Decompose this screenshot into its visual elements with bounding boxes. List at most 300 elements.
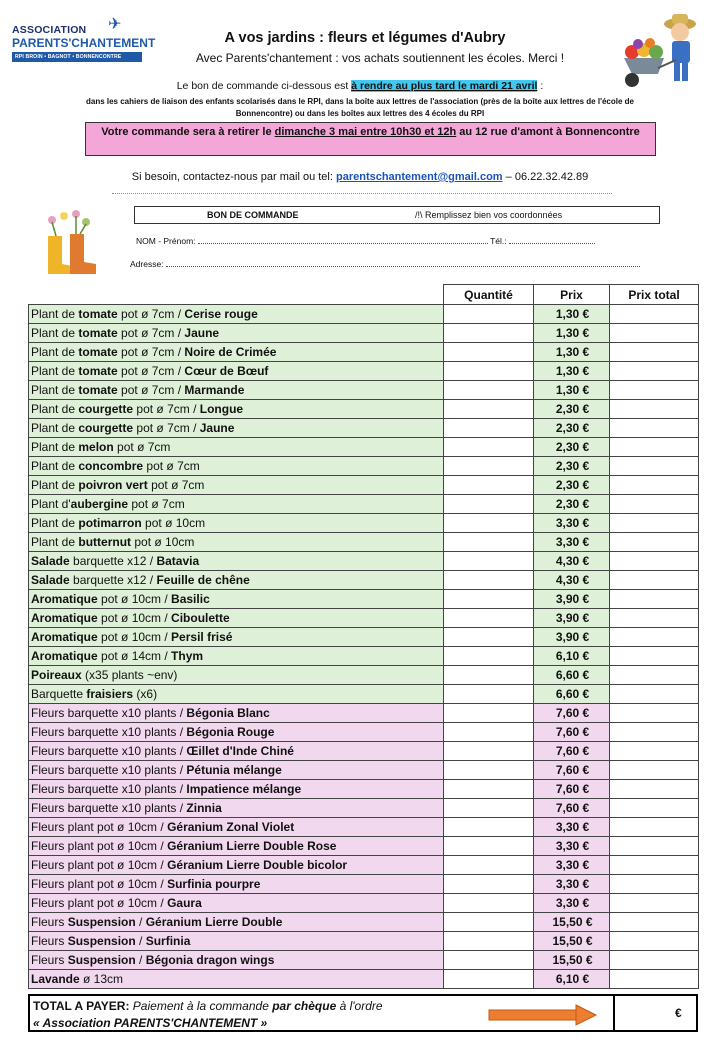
- total-price-cell[interactable]: [610, 780, 699, 799]
- address-field[interactable]: [166, 266, 640, 267]
- quantity-cell[interactable]: [444, 305, 534, 324]
- product-name-part: potimarron: [78, 515, 142, 530]
- product-name-part: aubergine: [70, 496, 129, 511]
- quantity-cell[interactable]: [444, 533, 534, 552]
- product-name-part: Zinnia: [186, 800, 222, 815]
- total-price-cell[interactable]: [610, 552, 699, 571]
- product-name: [29, 932, 444, 951]
- table-row: [29, 780, 699, 799]
- quantity-cell[interactable]: [444, 324, 534, 343]
- product-name: [29, 856, 444, 875]
- header-price: Prix: [534, 285, 610, 305]
- product-name: [29, 609, 444, 628]
- table-row: [29, 343, 699, 362]
- deadline-text: Le bon de commande ci-dessous est: [176, 80, 352, 92]
- product-name-part: /: [135, 952, 146, 967]
- quantity-cell[interactable]: [444, 780, 534, 799]
- quantity-cell[interactable]: [444, 818, 534, 837]
- table-row: [29, 799, 699, 818]
- table-row: [29, 837, 699, 856]
- table-row: [29, 362, 699, 381]
- header-blank: [29, 285, 444, 305]
- product-name-part: Fleurs barquette x10 plants /: [31, 743, 187, 758]
- table-row: [29, 609, 699, 628]
- product-name: [29, 837, 444, 856]
- association-logo: [12, 16, 162, 70]
- quantity-cell[interactable]: [444, 476, 534, 495]
- total-price-cell[interactable]: [610, 305, 699, 324]
- product-name-part: Plant de: [31, 363, 79, 378]
- table-row: [29, 590, 699, 609]
- contact-text: Si besoin, contactez-nous par mail ou tel:: [131, 171, 336, 183]
- price-cell: 7,60 €: [534, 723, 610, 742]
- total-price-cell[interactable]: [610, 324, 699, 343]
- price-cell: 15,50 €: [534, 932, 610, 951]
- product-name-part: poivron vert: [78, 477, 148, 492]
- table-row: [29, 894, 699, 913]
- paper-plane-icon: ✈: [108, 16, 122, 33]
- table-row: [29, 381, 699, 400]
- product-name: [29, 875, 444, 894]
- table-row: [29, 951, 699, 970]
- product-name-part: Aromatique: [31, 591, 98, 606]
- quantity-cell[interactable]: [444, 704, 534, 723]
- table-row: [29, 761, 699, 780]
- total-price-cell[interactable]: [610, 666, 699, 685]
- price-cell: 3,30 €: [534, 514, 610, 533]
- total-price-cell[interactable]: [610, 533, 699, 552]
- total-price-cell[interactable]: [610, 723, 699, 742]
- header-quantity: Quantité: [444, 285, 534, 305]
- product-name-part: Fleurs barquette x10 plants /: [31, 762, 187, 777]
- arrow-right-icon: [488, 1004, 598, 1026]
- quantity-cell[interactable]: [444, 590, 534, 609]
- product-name: [29, 647, 444, 666]
- price-cell: 1,30 €: [534, 381, 610, 400]
- product-name: [29, 305, 444, 324]
- total-price-cell[interactable]: [610, 362, 699, 381]
- product-name-part: courgette: [78, 420, 134, 435]
- product-name-part: Fleurs barquette x10 plants /: [31, 724, 187, 739]
- name-field[interactable]: [198, 243, 488, 244]
- product-name: [29, 780, 444, 799]
- name-label: NOM - Prénom:: [136, 236, 196, 246]
- table-row: [29, 571, 699, 590]
- product-name-part: Impatience mélange: [186, 781, 302, 796]
- quantity-cell[interactable]: [444, 837, 534, 856]
- product-name-part: pot ø 7cm: [128, 496, 185, 511]
- total-price-cell[interactable]: [610, 970, 699, 989]
- product-name-part: Jaune: [199, 420, 235, 435]
- price-cell: 6,60 €: [534, 685, 610, 704]
- product-name-part: Géranium Lierre Double: [145, 914, 283, 929]
- table-row: [29, 628, 699, 647]
- table-row: [29, 685, 699, 704]
- quantity-cell[interactable]: [444, 457, 534, 476]
- product-name-part: Lavande: [31, 971, 80, 986]
- product-name: [29, 818, 444, 837]
- total-payment-order: à l'ordre: [336, 999, 383, 1013]
- product-name-part: pot ø 10cm: [131, 534, 195, 549]
- price-cell: 6,10 €: [534, 647, 610, 666]
- table-row: [29, 457, 699, 476]
- product-name-part: Plant de: [31, 344, 79, 359]
- quantity-cell[interactable]: [444, 913, 534, 932]
- logo-line1: ASSOCIATION: [12, 24, 87, 36]
- product-name-part: Géranium Zonal Violet: [167, 819, 295, 834]
- product-name-part: Fleurs: [31, 914, 68, 929]
- product-name-part: tomate: [78, 382, 118, 397]
- product-name-part: pot ø 7cm: [143, 458, 200, 473]
- total-price-cell[interactable]: [610, 704, 699, 723]
- table-row: [29, 818, 699, 837]
- product-name-part: Bégonia Rouge: [186, 724, 275, 739]
- product-name-part: pot ø 7cm: [113, 439, 171, 454]
- table-row: [29, 400, 699, 419]
- quantity-cell[interactable]: [444, 400, 534, 419]
- table-row: [29, 495, 699, 514]
- product-name-part: Aromatique: [31, 629, 98, 644]
- product-name-part: tomate: [78, 363, 118, 378]
- table-row: [29, 856, 699, 875]
- total-price-cell[interactable]: [610, 343, 699, 362]
- quantity-cell[interactable]: [444, 609, 534, 628]
- total-price-cell[interactable]: [610, 818, 699, 837]
- quantity-cell[interactable]: [444, 666, 534, 685]
- table-row: [29, 438, 699, 457]
- total-text: [33, 998, 473, 1032]
- product-name-part: Fleurs: [31, 952, 68, 967]
- table-row: [29, 419, 699, 438]
- product-name-part: fraisiers: [86, 686, 134, 701]
- product-name-part: /: [135, 933, 146, 948]
- page-subtitle: Avec Parents'chantement : vos achats soutiennent les écoles. Merci !: [195, 51, 565, 65]
- table-row: [29, 476, 699, 495]
- quantity-cell[interactable]: [444, 799, 534, 818]
- quantity-cell[interactable]: [444, 419, 534, 438]
- total-price-cell[interactable]: [610, 799, 699, 818]
- product-name-part: Bégonia dragon wings: [145, 952, 275, 967]
- table-row: [29, 647, 699, 666]
- price-cell: 3,30 €: [534, 818, 610, 837]
- product-name: [29, 343, 444, 362]
- total-price-cell[interactable]: [610, 400, 699, 419]
- pickup-place: au 12 rue d'amont à Bonnencontre: [456, 126, 640, 138]
- product-name-part: Surfinia: [145, 933, 191, 948]
- product-name: [29, 742, 444, 761]
- quantity-cell[interactable]: [444, 514, 534, 533]
- product-name-part: Plant de: [31, 439, 79, 454]
- product-name-part: Surfinia pourpre: [167, 876, 261, 891]
- product-name-part: Suspension: [67, 914, 136, 929]
- phone-field[interactable]: [509, 243, 595, 244]
- product-name-part: Fleurs plant pot ø 10cm /: [31, 895, 168, 910]
- product-name-part: Cœur de Bœuf: [184, 363, 269, 378]
- total-price-cell[interactable]: [610, 837, 699, 856]
- total-label: TOTAL A PAYER:: [33, 999, 130, 1013]
- price-cell: 15,50 €: [534, 913, 610, 932]
- price-cell: 7,60 €: [534, 761, 610, 780]
- address-label: Adresse:: [130, 259, 164, 269]
- product-name-part: pot ø 7cm /: [117, 363, 185, 378]
- product-name-part: (x35 plants ~env): [81, 667, 178, 682]
- product-name-part: pot ø 7cm: [147, 477, 205, 492]
- product-name-part: Fleurs barquette x10 plants /: [31, 781, 187, 796]
- product-name-part: Marmande: [184, 382, 245, 397]
- quantity-cell[interactable]: [444, 723, 534, 742]
- quantity-cell[interactable]: [444, 761, 534, 780]
- contact-email-link[interactable]: parentschantement@gmail.com: [335, 171, 503, 183]
- product-name: [29, 419, 444, 438]
- total-price-cell[interactable]: [610, 742, 699, 761]
- quantity-cell[interactable]: [444, 970, 534, 989]
- product-name-part: Plant de: [31, 458, 79, 473]
- order-table-body: [29, 305, 699, 989]
- product-name: [29, 666, 444, 685]
- table-row: [29, 875, 699, 894]
- quantity-cell[interactable]: [444, 343, 534, 362]
- product-name: [29, 799, 444, 818]
- product-name: [29, 362, 444, 381]
- product-name: [29, 400, 444, 419]
- product-name-part: barquette x12 /: [69, 572, 157, 587]
- deadline-colon: :: [537, 80, 544, 92]
- product-name-part: Plant de: [31, 325, 79, 340]
- total-price-cell[interactable]: [610, 514, 699, 533]
- total-price-cell[interactable]: [610, 457, 699, 476]
- product-name-part: Barquette: [31, 686, 87, 701]
- product-name-part: Feuille de chêne: [156, 572, 250, 587]
- product-name-part: pot ø 7cm /: [117, 382, 185, 397]
- product-name-part: Batavia: [156, 553, 200, 568]
- header-total: Prix total: [610, 285, 699, 305]
- product-name: [29, 913, 444, 932]
- total-price-cell[interactable]: [610, 932, 699, 951]
- product-name: [29, 495, 444, 514]
- product-name: [29, 533, 444, 552]
- quantity-cell[interactable]: [444, 742, 534, 761]
- quantity-cell[interactable]: [444, 571, 534, 590]
- total-price-cell[interactable]: [610, 419, 699, 438]
- product-name-part: ø 13cm: [79, 971, 124, 986]
- product-name: [29, 438, 444, 457]
- total-price-cell[interactable]: [610, 628, 699, 647]
- product-name-part: Plant de: [31, 306, 79, 321]
- divider: [112, 193, 612, 194]
- product-name: [29, 476, 444, 495]
- total-amount-field[interactable]: €: [675, 1006, 682, 1020]
- product-name-part: Cerise rouge: [184, 306, 258, 321]
- product-name: [29, 381, 444, 400]
- quantity-cell[interactable]: [444, 932, 534, 951]
- address-row: [130, 259, 656, 269]
- price-cell: 3,30 €: [534, 856, 610, 875]
- total-price-cell[interactable]: [610, 875, 699, 894]
- table-row: [29, 723, 699, 742]
- product-name-part: pot ø 10cm: [141, 515, 206, 530]
- product-name-part: Géranium Lierre Double Rose: [167, 838, 337, 853]
- table-row: [29, 742, 699, 761]
- price-cell: 15,50 €: [534, 951, 610, 970]
- quantity-cell[interactable]: [444, 856, 534, 875]
- price-cell: 3,30 €: [534, 894, 610, 913]
- quantity-cell[interactable]: [444, 381, 534, 400]
- product-name: [29, 704, 444, 723]
- total-price-cell[interactable]: [610, 590, 699, 609]
- product-name-part: Plant de: [31, 534, 79, 549]
- pickup-banner: [85, 122, 656, 156]
- logo-line3: RPI BROIN • BAGNOT • BONNENCONTRE: [12, 52, 142, 62]
- price-cell: 3,90 €: [534, 609, 610, 628]
- name-row: [136, 236, 656, 246]
- product-name-part: Noire de Crimée: [184, 344, 277, 359]
- product-name: [29, 894, 444, 913]
- product-name-part: /: [135, 914, 146, 929]
- product-name: [29, 685, 444, 704]
- table-row: [29, 970, 699, 989]
- total-price-cell[interactable]: [610, 571, 699, 590]
- total-price-cell[interactable]: [610, 381, 699, 400]
- price-cell: 4,30 €: [534, 552, 610, 571]
- product-name: [29, 723, 444, 742]
- product-name: [29, 761, 444, 780]
- product-name: [29, 951, 444, 970]
- product-name-part: pot ø 10cm /: [97, 629, 172, 644]
- price-cell: 7,60 €: [534, 704, 610, 723]
- quantity-cell[interactable]: [444, 438, 534, 457]
- price-cell: 7,60 €: [534, 742, 610, 761]
- table-row: [29, 932, 699, 951]
- product-name: [29, 628, 444, 647]
- table-row: [29, 704, 699, 723]
- price-cell: 1,30 €: [534, 324, 610, 343]
- page-title: A vos jardins : fleurs et légumes d'Aubry: [224, 30, 506, 46]
- quantity-cell[interactable]: [444, 647, 534, 666]
- product-name: [29, 514, 444, 533]
- price-cell: 7,60 €: [534, 799, 610, 818]
- product-name-part: pot ø 7cm /: [117, 306, 185, 321]
- table-row: [29, 666, 699, 685]
- table-row: [29, 552, 699, 571]
- total-price-cell[interactable]: [610, 438, 699, 457]
- pickup-date: dimanche 3 mai entre 10h30 et 12h: [274, 126, 457, 138]
- quantity-cell[interactable]: [444, 552, 534, 571]
- price-cell: 2,30 €: [534, 400, 610, 419]
- product-name-part: Fleurs plant pot ø 10cm /: [31, 876, 168, 891]
- product-name-part: Longue: [199, 401, 244, 416]
- product-name-part: pot ø 10cm /: [97, 591, 172, 606]
- total-price-cell[interactable]: [610, 951, 699, 970]
- product-name-part: Plant de: [31, 515, 79, 530]
- product-name-part: Fleurs barquette x10 plants /: [31, 800, 187, 815]
- product-name-part: Poireaux: [31, 667, 82, 682]
- table-row: [29, 324, 699, 343]
- product-name-part: Géranium Lierre Double bicolor: [167, 857, 348, 872]
- product-name-part: pot ø 7cm /: [133, 420, 200, 435]
- product-name-part: Suspension: [67, 933, 136, 948]
- price-cell: 6,60 €: [534, 666, 610, 685]
- total-price-cell[interactable]: [610, 856, 699, 875]
- quantity-cell[interactable]: [444, 685, 534, 704]
- total-order-name: « Association PARENTS'CHANTEMENT »: [33, 1016, 268, 1030]
- product-name: [29, 552, 444, 571]
- price-cell: 2,30 €: [534, 495, 610, 514]
- product-name-part: Fleurs plant pot ø 10cm /: [31, 819, 168, 834]
- quantity-cell[interactable]: [444, 495, 534, 514]
- product-name-part: Gaura: [167, 895, 202, 910]
- price-cell: 2,30 €: [534, 419, 610, 438]
- pickup-text: Votre commande sera à retirer le: [101, 126, 275, 138]
- product-name-part: Suspension: [67, 952, 136, 967]
- quantity-cell[interactable]: [444, 628, 534, 647]
- price-cell: 4,30 €: [534, 571, 610, 590]
- product-name: [29, 590, 444, 609]
- quantity-cell[interactable]: [444, 362, 534, 381]
- price-cell: 3,30 €: [534, 533, 610, 552]
- product-name-part: tomate: [78, 344, 118, 359]
- price-cell: 1,30 €: [534, 305, 610, 324]
- total-price-cell[interactable]: [610, 647, 699, 666]
- total-price-cell[interactable]: [610, 609, 699, 628]
- product-name-part: Fleurs: [31, 933, 68, 948]
- product-name-part: Ciboulette: [171, 610, 230, 625]
- total-price-cell[interactable]: [610, 476, 699, 495]
- total-price-cell[interactable]: [610, 761, 699, 780]
- order-form-title: BON DE COMMANDE: [207, 210, 299, 220]
- product-name-part: Bégonia Blanc: [186, 705, 270, 720]
- product-name-part: Fleurs plant pot ø 10cm /: [31, 838, 168, 853]
- product-name-part: pot ø 14cm /: [97, 648, 172, 663]
- price-cell: 2,30 €: [534, 476, 610, 495]
- product-name-part: Persil frisé: [171, 629, 233, 644]
- table-header-row: [29, 285, 699, 305]
- product-name-part: Plant de: [31, 401, 79, 416]
- product-name-part: Basilic: [171, 591, 210, 606]
- dropoff-instructions: dans les cahiers de liaison des enfants scolarisés dans le RPI, dans la boîte aux lettres de l'association (près de la boîte aux lettres de l'école de Bonnencontre) ou dans les boîtes aux lettres des 4 écoles du RPI: [85, 97, 634, 118]
- product-name-part: pot ø 7cm /: [117, 344, 185, 359]
- table-row: [29, 913, 699, 932]
- total-row: [28, 994, 698, 1032]
- product-name-part: Plant de: [31, 477, 79, 492]
- product-name-part: tomate: [78, 306, 118, 321]
- table-row: [29, 533, 699, 552]
- product-name-part: Aromatique: [31, 648, 98, 663]
- product-name-part: (x6): [133, 686, 158, 701]
- flower-boots-icon: [38, 206, 104, 276]
- price-cell: 1,30 €: [534, 343, 610, 362]
- product-name-part: courgette: [78, 401, 134, 416]
- quantity-cell[interactable]: [444, 951, 534, 970]
- total-price-cell[interactable]: [610, 894, 699, 913]
- product-name-part: butternut: [78, 534, 132, 549]
- price-cell: 1,30 €: [534, 362, 610, 381]
- total-payment-method: par chèque: [272, 999, 337, 1013]
- price-cell: 7,60 €: [534, 780, 610, 799]
- quantity-cell[interactable]: [444, 875, 534, 894]
- total-price-cell[interactable]: [610, 685, 699, 704]
- total-payment-text: Paiement à la commande: [129, 999, 273, 1013]
- product-name-part: melon: [78, 439, 114, 454]
- price-cell: 6,10 €: [534, 970, 610, 989]
- total-price-cell[interactable]: [610, 913, 699, 932]
- total-price-cell[interactable]: [610, 495, 699, 514]
- product-name-part: concombre: [78, 458, 144, 473]
- order-form-note: /!\ Remplissez bien vos coordonnées: [415, 210, 563, 220]
- total-separator: [613, 996, 615, 1030]
- quantity-cell[interactable]: [444, 894, 534, 913]
- product-name-part: Thym: [171, 648, 204, 663]
- order-table: [28, 284, 699, 989]
